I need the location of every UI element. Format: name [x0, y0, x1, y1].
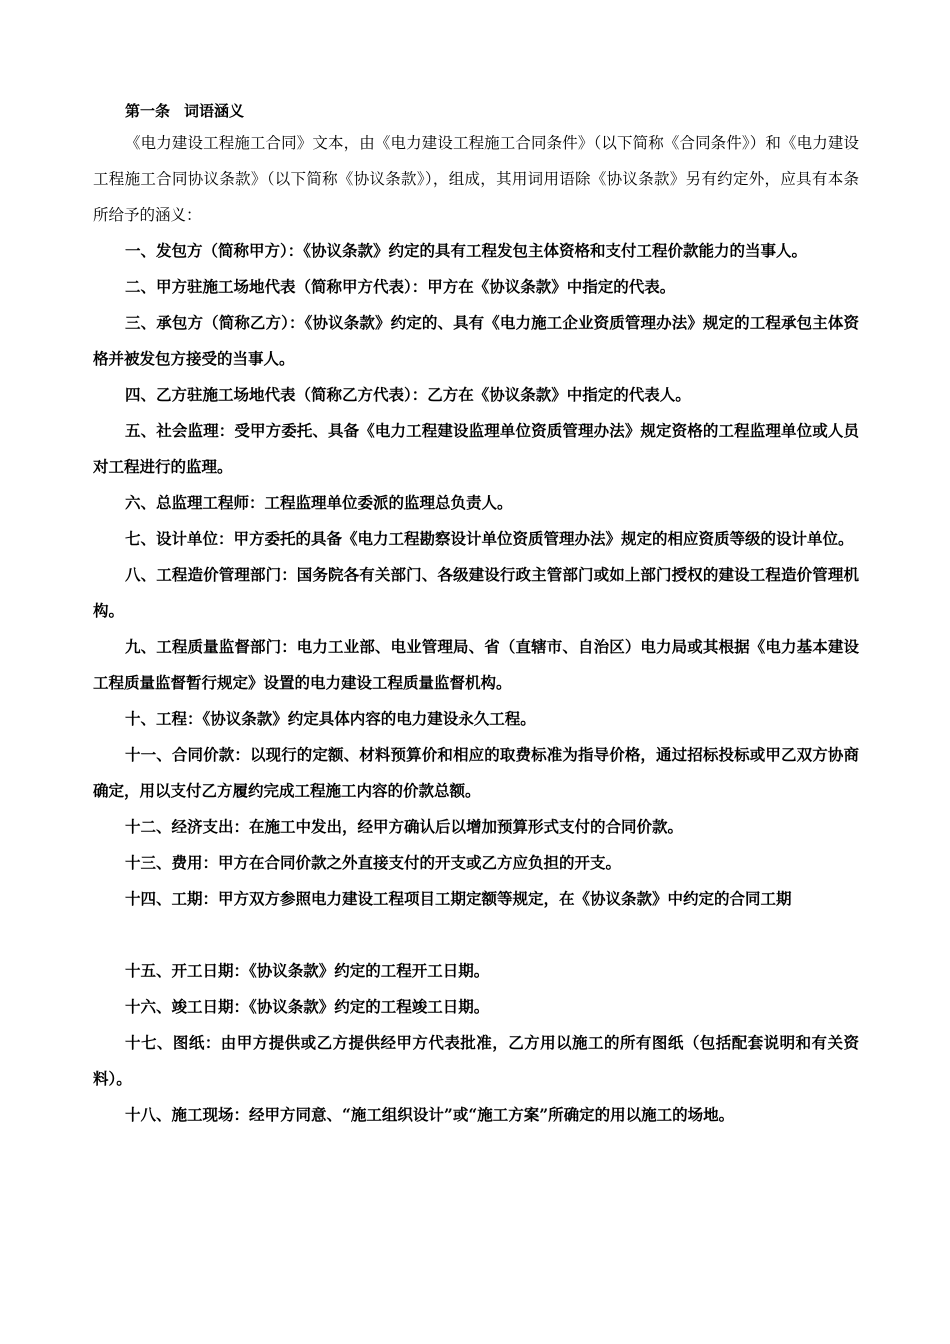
definition-item: 十二、经济支出：在施工中发出，经甲方确认后以增加预算形式支付的合同价款。 [125, 817, 684, 836]
definition-item: 四、乙方驻施工场地代表（简称乙方代表）：乙方在《协议条款》中指定的代表人。 [125, 385, 691, 404]
definition-list [93, 233, 859, 1133]
definition-item: 二、甲方驻施工场地代表（简称甲方代表）：甲方在《协议条款》中指定的代表。 [125, 277, 676, 296]
definition-item: 九、工程质量监督部门：电力工业部、电业管理局、省（直辖市、自治区）电力局或其根据《电力基本建设工程质量监督暂行规定》设置的电力建设工程质量监督机构。 [93, 637, 859, 692]
definition-item: 八、工程造价管理部门：国务院各有关部门、各级建设行政主管部门或如上部门授权的建设工程造价管理机构。 [93, 565, 859, 620]
definition-item: 十四、工期：甲方双方参照电力建设工程项目工期定额等规定，在《协议条款》中约定的合同工期 [125, 889, 792, 908]
definition-item: 十七、图纸：由甲方提供或乙方提供经甲方代表批准，乙方用以施工的所有图纸（包括配套说明和有关资料）。 [93, 1033, 859, 1088]
article-title: 词语涵义 [184, 102, 245, 120]
definition-item: 十、工程：《协议条款》约定具体内容的电力建设永久工程。 [125, 709, 536, 728]
definition-item: 十五、开工日期：《协议条款》约定的工程开工日期。 [125, 961, 490, 980]
intro-paragraph: 《电力建设工程施工合同》文本，由《电力建设工程施工合同条件》（以下简称《合同条件》）和《电力建设工程施工合同协议条款》（以下简称《协议条款》），组成，其用词用语除《协议条款》另有约定外，应具有本条所给予的涵义： [93, 134, 859, 224]
definition-item: 十六、竣工日期：《协议条款》约定的工程竣工日期。 [125, 997, 490, 1016]
definition-item: 七、设计单位：甲方委托的具备《电力工程勘察设计单位资质管理办法》规定的相应资质等级的设计单位。 [125, 529, 854, 548]
definition-item: 十八、施工现场：经甲方同意、“施工组织设计”或“施工方案”所确定的用以施工的场地。 [125, 1105, 735, 1124]
definition-item: 六、总监理工程师：工程监理单位委派的监理总负责人。 [125, 493, 513, 512]
article-number: 第一条 [125, 102, 171, 120]
definition-item: 十三、费用：甲方在合同价款之外直接支付的开支或乙方应负担的开支。 [125, 853, 622, 872]
document-page [93, 98, 859, 1133]
definition-item: 三、承包方（简称乙方）：《协议条款》约定的、具有《电力施工企业资质管理办法》规定的工程承包主体资格并被发包方接受的当事人。 [93, 313, 859, 368]
article-heading [125, 98, 859, 125]
definition-item: 十一、合同价款：以现行的定额、材料预算价和相应的取费标准为指导价格，通过招标投标或甲乙双方协商确定，用以支付乙方履约完成工程施工内容的价款总额。 [93, 745, 859, 800]
definition-item: 一、发包方（简称甲方）：《协议条款》约定的具有工程发包主体资格和支付工程价款能力的当事人。 [125, 241, 808, 260]
definition-item: 五、社会监理：受甲方委托、具备《电力工程建设监理单位资质管理办法》规定资格的工程监理单位或人员对工程进行的监理。 [93, 421, 859, 476]
